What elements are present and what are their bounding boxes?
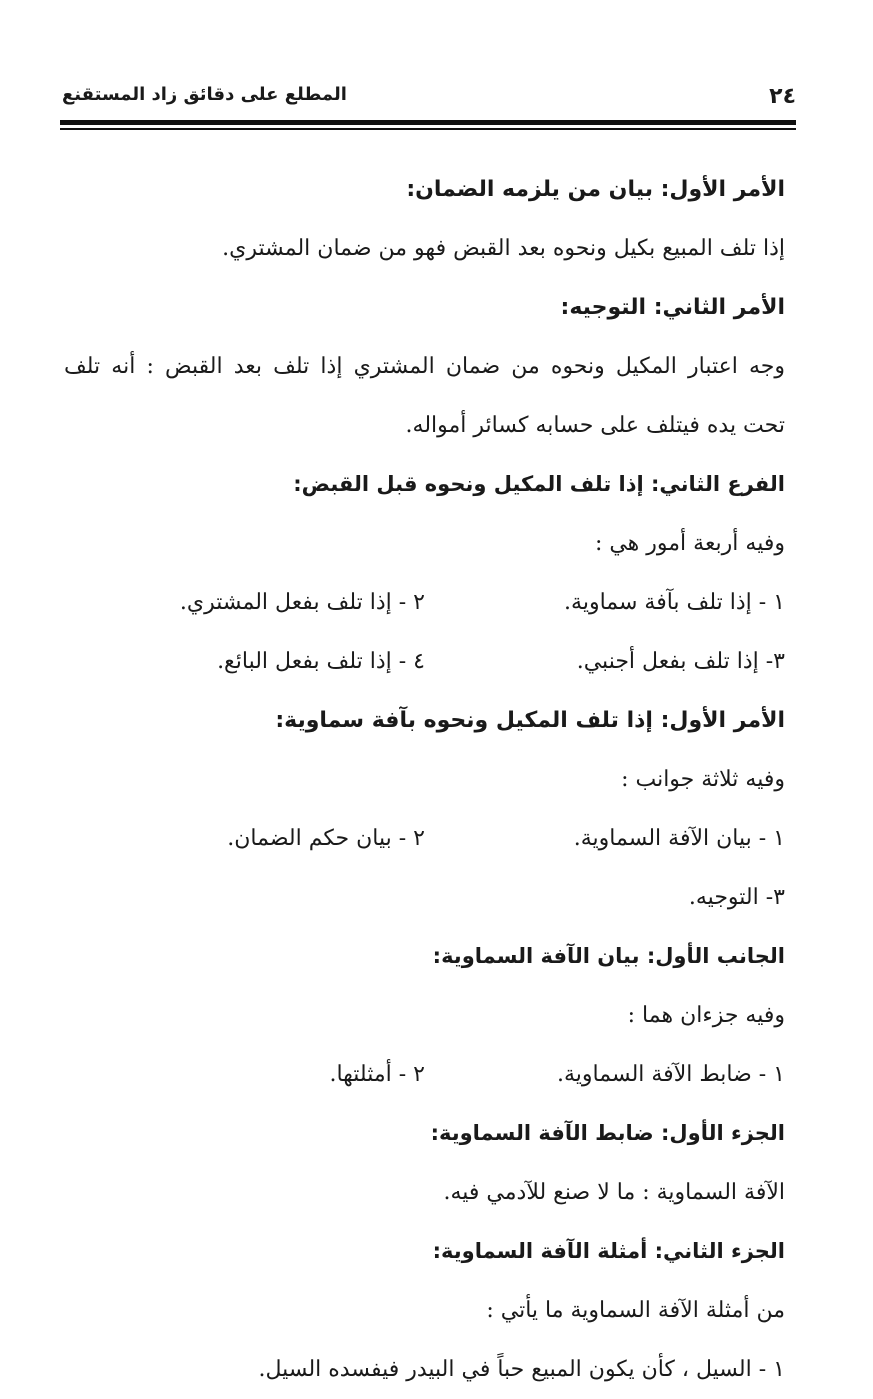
- list-item: ١ - إذا تلف بآفة سماوية.: [564, 590, 785, 615]
- heading-first-matter: الأمر الأول: بيان من يلزمه الضمان:: [406, 177, 785, 202]
- list-row: [64, 1045, 785, 1104]
- paragraph-examples-intro: من أمثلة الآفة السماوية ما يأتي :: [486, 1298, 785, 1323]
- paragraph-three-aspects: وفيه ثلاثة جوانب :: [621, 767, 785, 792]
- list-item: ٢ - أمثلتها.: [329, 1062, 425, 1087]
- page-body: [64, 160, 785, 1399]
- book-title: المطلع على دقائق زاد المستقنع: [62, 84, 347, 105]
- paragraph-two-parts: وفيه جزءان هما :: [627, 1003, 785, 1028]
- list-item: ١ - بيان الآفة السماوية.: [573, 826, 785, 851]
- paragraph-example-flood: ١ - السيل ، كأن يكون المبيع حباً في البيدر فيفسده السيل.: [258, 1357, 785, 1382]
- running-head: [62, 82, 796, 118]
- heading-second-matter: الأمر الثاني: التوجيه:: [560, 295, 785, 320]
- paragraph-justification-line-2: تحت يده فيتلف على حسابه كسائر أمواله.: [405, 413, 785, 438]
- list-item: ٢ - بيان حكم الضمان.: [227, 826, 425, 851]
- heading-second-branch: الفرع الثاني: إذا تلف المكيل ونحوه قبل القبض:: [293, 472, 785, 496]
- list-item: ١ - ضابط الآفة السماوية.: [557, 1062, 785, 1087]
- heading-first-part: الجزء الأول: ضابط الآفة السماوية:: [430, 1121, 785, 1145]
- paragraph-liability: إذا تلف المبيع بكيل ونحوه بعد القبض فهو من ضمان المشتري.: [222, 236, 785, 261]
- header-rule-thick: [60, 120, 796, 125]
- list-item: ٢ - إذا تلف بفعل المشتري.: [179, 590, 425, 615]
- page-number: ٢٤: [769, 84, 796, 109]
- header-rule-thin: [60, 128, 796, 130]
- list-row: [64, 868, 785, 927]
- paragraph-definition: الآفة السماوية : ما لا صنع للآدمي فيه.: [443, 1180, 785, 1205]
- list-row: [64, 632, 785, 691]
- list-item: ٣- إذا تلف بفعل أجنبي.: [576, 649, 785, 674]
- list-row: [64, 809, 785, 868]
- paragraph-justification-line-1: وجه اعتبار المكيل ونحوه من ضمان المشتري إذا تلف بعد القبض : أنه تلف: [64, 354, 785, 379]
- list-item: ٣- التوجيه.: [688, 885, 785, 910]
- heading-second-part: الجزء الثاني: أمثلة الآفة السماوية:: [432, 1239, 785, 1263]
- list-item: ٤ - إذا تلف بفعل البائع.: [217, 649, 425, 674]
- heading-heavenly-affliction: الأمر الأول: إذا تلف المكيل ونحوه بآفة سماوية:: [275, 708, 785, 733]
- paragraph-four-matters: وفيه أربعة أمور هي :: [594, 531, 785, 556]
- list-row: [64, 573, 785, 632]
- heading-first-aspect: الجانب الأول: بيان الآفة السماوية:: [432, 944, 785, 968]
